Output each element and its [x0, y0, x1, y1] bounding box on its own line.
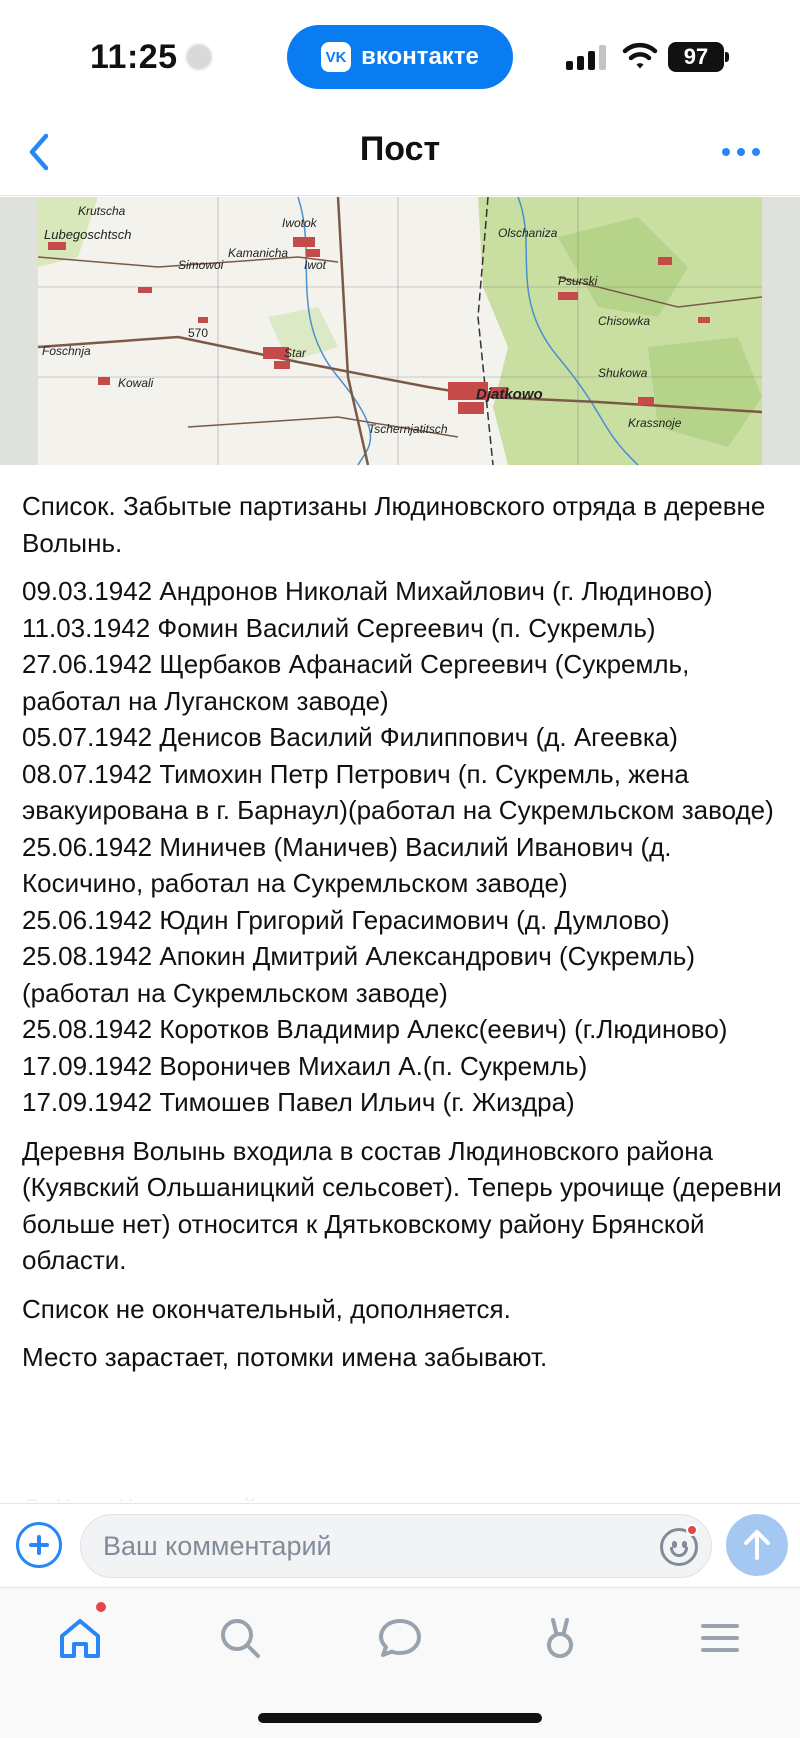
- list-item: 05.07.1942 Денисов Василий Филиппович (д. Агеевка): [22, 722, 678, 752]
- clips-icon: [536, 1614, 584, 1662]
- focus-mode-icon: [186, 44, 212, 70]
- list-item: 17.09.1942 Вороничев Михаил А.(п. Сукремль): [22, 1050, 588, 1081]
- app-pill[interactable]: [287, 25, 513, 89]
- post-intro: Список. Забытые партизаны Людиновского отряда в деревне Волынь.: [22, 491, 766, 558]
- list-item: 17.09.1942 Тимошев Павел Ильич (г. Жиздра): [22, 1087, 575, 1117]
- tab-search[interactable]: [208, 1608, 272, 1668]
- send-button[interactable]: [726, 1514, 788, 1576]
- map-label: Star: [284, 346, 307, 360]
- list-item: 11.03.1942 Фомин Василий Сергеевич (п. Сукремль): [22, 612, 656, 643]
- home-indicator: [258, 1713, 542, 1723]
- map-label: Simowoi: [178, 258, 224, 272]
- map-label: Shukowa: [598, 366, 648, 380]
- map-label: 570: [188, 326, 209, 340]
- arrow-up-icon: [741, 1528, 773, 1562]
- map-label: Olschaniza: [498, 226, 558, 240]
- cellular-signal-icon: [566, 44, 608, 70]
- notification-dot: [686, 1524, 698, 1536]
- tab-home[interactable]: [48, 1608, 112, 1668]
- map-label: Tschernjatitsch: [368, 422, 448, 436]
- scroll-fade: [0, 1470, 800, 1504]
- list-item: 25.06.1942 Миничев (Маничев) Василий Иванович (д. Косичино, работал на Сукремльском заводе): [22, 831, 672, 898]
- menu-icon: [696, 1614, 744, 1662]
- more-horizontal-icon[interactable]: [722, 142, 770, 162]
- home-badge: [96, 1602, 106, 1612]
- list-item: 25.08.1942 Апокин Дмитрий Александрович (Сукремль)(работал на Сукремльском заводе): [22, 941, 695, 1008]
- status-bar: [0, 0, 800, 110]
- tab-menu[interactable]: [688, 1608, 752, 1668]
- page-title: Пост: [359, 130, 441, 168]
- list-item: 08.07.1942 Тимохин Петр Петрович (п. Сукремль, жена эвакуирована в г. Барнаул)(работал на Сукремльском заводе): [22, 758, 774, 825]
- comment-input[interactable]: [80, 1514, 712, 1578]
- post-paragraph: Деревня Волынь входила в состав Людиновского района (Куявский Ольшаницкий сельсовет). Теперь урочище (деревни больше нет) относится к Дятьковскому району Брянской области.: [22, 1135, 782, 1275]
- map-label: Iwotok: [282, 216, 317, 230]
- plus-circle-icon[interactable]: [16, 1522, 62, 1568]
- map-label: Kamanicha: [228, 246, 289, 260]
- post-image[interactable]: [0, 197, 800, 465]
- map-label: Kowali: [118, 376, 154, 390]
- partisan-list: [22, 573, 782, 1121]
- app-pill-label: вконтакте: [361, 43, 479, 70]
- wifi-icon: [622, 40, 658, 72]
- chat-bubble-icon: [376, 1614, 424, 1662]
- map-label: Krassnoje: [628, 416, 682, 430]
- nav-header: [0, 110, 800, 196]
- post-paragraph: Список не окончательный, дополняется.: [22, 1293, 511, 1324]
- post-paragraph: Место зарастает, потомки имена забывают.: [22, 1342, 548, 1372]
- map-label: Chisowka: [598, 314, 651, 328]
- map-label: Iwot: [304, 258, 327, 272]
- post-body: [22, 488, 782, 1388]
- tab-clips[interactable]: [528, 1608, 592, 1668]
- list-item: 25.08.1942 Коротков Владимир Алекс(еевич) (г.Людиново): [22, 1014, 728, 1044]
- list-item: 09.03.1942 Андронов Николай Михайлович (г. Людиново): [22, 576, 713, 606]
- map-label: Psurski: [558, 274, 598, 288]
- home-icon: [56, 1614, 104, 1662]
- list-item: 27.06.1942 Щербаков Афанасий Сергеевич (Сукремль, работал на Луганском заводе): [22, 649, 690, 716]
- topographic-map: [38, 197, 762, 465]
- battery-indicator: 97: [668, 42, 724, 72]
- map-label: Djatkowo: [476, 386, 543, 403]
- search-icon: [216, 1614, 264, 1662]
- vk-logo-icon: VK: [321, 42, 351, 72]
- tab-messages[interactable]: [368, 1608, 432, 1668]
- status-time: 11:25: [90, 38, 178, 76]
- map-label: Lubegoschtsch: [44, 227, 132, 242]
- list-item: 25.06.1942 Юдин Григорий Герасимович (д. Думлово): [22, 904, 670, 935]
- comment-bar: [0, 1503, 800, 1587]
- map-label: Foschnja: [42, 344, 91, 358]
- battery-tip: [725, 52, 729, 62]
- map-label: Krutscha: [78, 204, 126, 218]
